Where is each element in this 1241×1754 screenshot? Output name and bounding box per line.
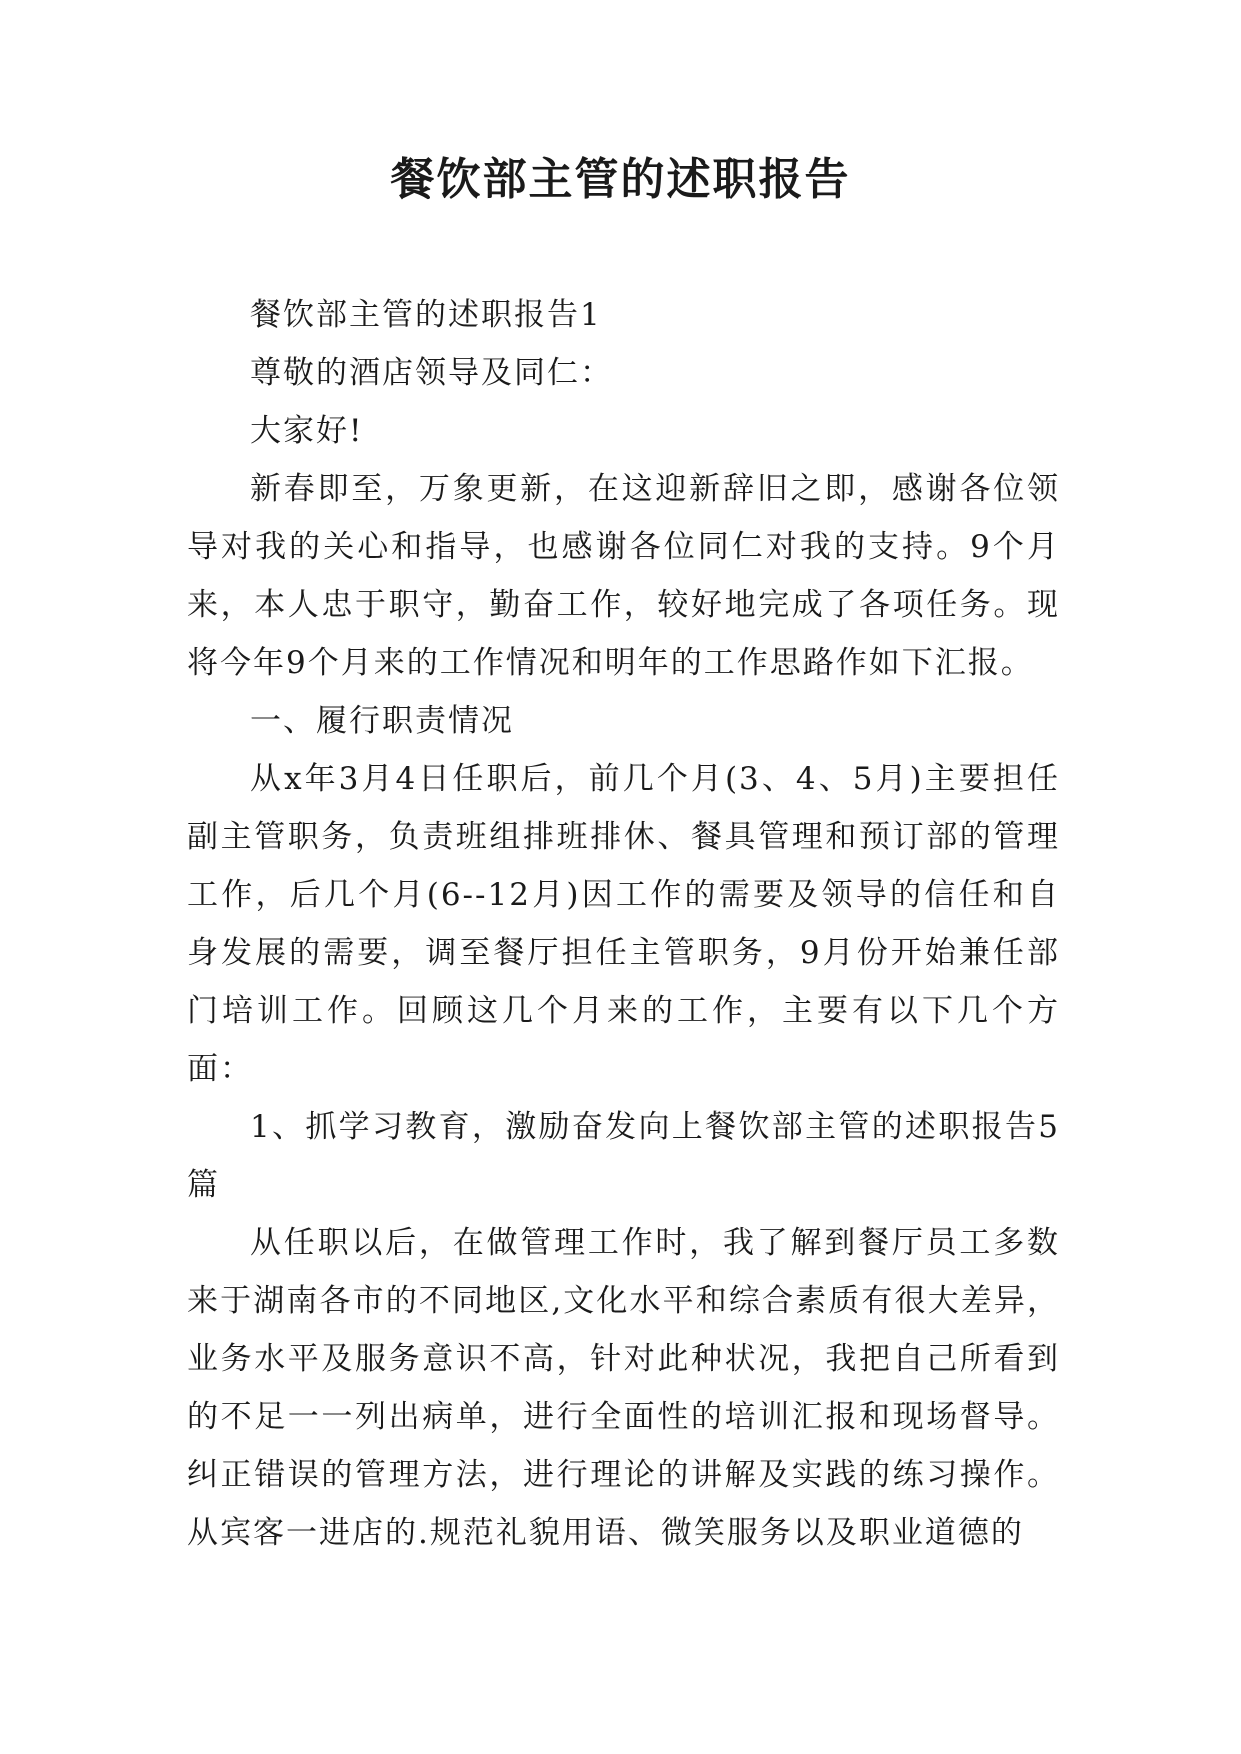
- subsection-heading-paragraph: 1、抓学习教育，激励奋发向上餐饮部主管的述职报告5篇: [187, 1109, 1060, 1203]
- duties-paragraph: 从x年3月4日任职后，前几个月(3、4、5月)主要担任副主管职务，负责班组排班排休、餐具管理和预订部的管理工作，后几个月(6--12月)因工作的需要及领导的信任和自身发展的需要，调至餐厅担任主管职务，9月份开始兼任部门培训工作。回顾这几个月来的工作，主要有以下几个方面：: [187, 761, 1060, 1087]
- report-heading-paragraph: 餐饮部主管的述职报告1: [250, 297, 602, 333]
- section-heading-paragraph: 一、履行职责情况: [250, 703, 514, 739]
- greeting-paragraph: 大家好!: [250, 413, 364, 449]
- intro-paragraph: 新春即至，万象更新，在这迎新辞旧之即，感谢各位领导对我的关心和指导，也感谢各位同仁对我的支持。9个月来，本人忠于职守，勤奋工作，较好地完成了各项任务。现将今年9个月来的工作情况和明年的工作思路作如下汇报。: [187, 471, 1060, 681]
- document-title: 餐饮部主管的述职报告: [390, 154, 851, 205]
- document-body: [187, 286, 1060, 1562]
- salutation-paragraph: 尊敬的酒店领导及同仁：: [250, 355, 613, 391]
- training-paragraph: 从任职以后，在做管理工作时，我了解到餐厅员工多数来于湖南各市的不同地区,文化水平和综合素质有很大差异，业务水平及服务意识不高，针对此种状况，我把自己所看到的不足一一列出病单，进行全面性的培训汇报和现场督导。纠正错误的管理方法，进行理论的讲解及实践的练习操作。从宾客一进店的.规范礼貌用语、微笑服务以及职业道德的: [187, 1225, 1060, 1551]
